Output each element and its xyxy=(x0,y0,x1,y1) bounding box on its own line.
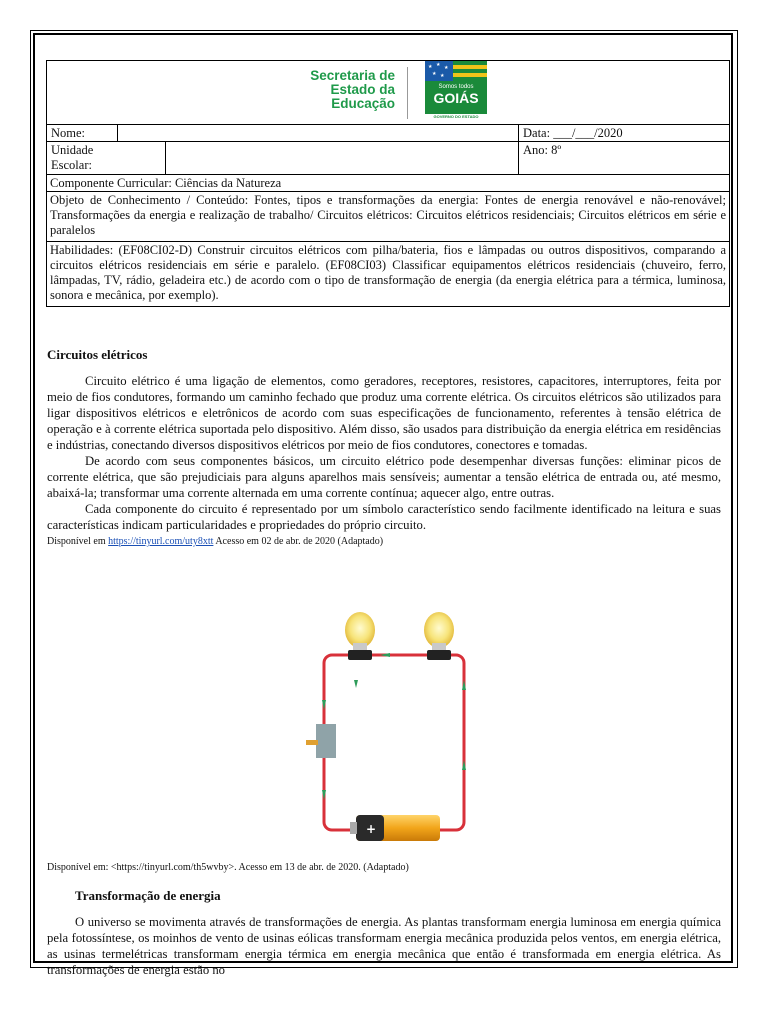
source-line xyxy=(47,536,721,548)
svg-text:★: ★ xyxy=(444,65,449,71)
figure-caption: Disponível em: <https://tinyurl.com/th5wvby>. Acesso em 13 de abr. de 2020. (Adaptado) xyxy=(47,862,409,873)
svg-text:★: ★ xyxy=(428,64,433,70)
goias-big-text: GOIÁS xyxy=(433,90,479,106)
section-transformacao xyxy=(47,888,721,978)
switch-icon xyxy=(306,724,336,758)
circuit-illustration xyxy=(296,610,466,850)
section-title: Transformação de energia xyxy=(75,888,221,903)
goias-tiny-text: GOVERNO DO ESTADO xyxy=(433,114,479,119)
svg-text:★: ★ xyxy=(440,73,445,79)
paragraph: Cada componente do circuito é representado por um símbolo característico sendo facilmente identificado na leitura e suas características indicam particularidades e propriedades do próprio circuito. xyxy=(47,502,721,532)
section-title: Circuitos elétricos xyxy=(47,347,148,362)
logo-separator xyxy=(407,67,408,119)
paragraph: O universo se movimenta através de transformações de energia. As plantas transformam energia luminosa em energia química pela fotossíntese, os moinhos de vento de usinas eólicas transformam energia mecânica produzida pelos ventos, em energia elétrica, as usinas termelétricas transformam energia térmica em energia mecânica que então é transformada em energia elétrica. As transformações de energia estão no xyxy=(47,915,721,977)
source-suffix: Acesso em 02 de abr. de 2020 (Adaptado) xyxy=(213,536,384,547)
goias-small-text: Somos todos xyxy=(438,84,474,90)
unidade-label-line: Unidade xyxy=(51,143,94,157)
objeto-row: Objeto de Conhecimento / Conteúdo: Fontes, tipos e transformações da energia: Fontes de energia renovável e não-renovável; Transformações da energia e realização de trabalho/ Circuitos elétricos: Circuitos elétricos residenciais; Circuitos elétricos em série e paralelos xyxy=(47,192,729,242)
flag-stripes xyxy=(453,61,487,81)
paragraph: Circuito elétrico é uma ligação de elementos, como geradores, receptores, resistores, capacitores, interruptores, feita por meio de fios condutores, formando um caminho fechado que produz uma corrente elétrica. Os circuitos elétricos são utilizados para ligar dispositivos elétricos e eletrônicos de acordo com suas especificações de funcionamento, referentes à tensão elétrica de operação e à corrente elétrica suportada pelo dispositivo. Além disso, são usados para distribuição da energia elétrica em residências e indústrias, conectando diversos dispositivos elétricos por meio de fios condutores, conectores e tomadas. xyxy=(47,374,721,452)
nome-label: Nome: xyxy=(51,126,86,140)
bulb-right-icon xyxy=(424,612,454,660)
data-field[interactable]: Data: ___/___/2020 xyxy=(523,126,623,140)
bulb-left-icon xyxy=(345,612,375,660)
section-circuitos xyxy=(47,347,721,548)
unidade-field[interactable] xyxy=(166,142,518,174)
secretaria-logo xyxy=(295,69,395,111)
header-table xyxy=(46,60,730,307)
componente-row: Componente Curricular: Ciências da Natureza xyxy=(47,175,729,192)
circuit-wire xyxy=(324,655,464,830)
logo-line: Secretaria de xyxy=(310,68,395,83)
logo-line: Educação xyxy=(331,96,395,111)
source-link[interactable]: https://tinyurl.com/uty8xtt xyxy=(108,536,214,547)
unidade-label-line: Escolar: xyxy=(51,158,92,172)
goias-logo xyxy=(421,61,491,119)
battery-icon xyxy=(350,815,440,841)
logo-line: Estado da xyxy=(330,82,395,97)
logo-row xyxy=(47,61,729,125)
nome-row xyxy=(47,125,729,142)
nome-field[interactable] xyxy=(118,125,518,141)
current-arrows xyxy=(322,653,466,800)
goias-band xyxy=(425,81,487,114)
flag-stars-icon xyxy=(425,61,453,81)
paragraph: De acordo com seus componentes básicos, um circuito elétrico pode desempenhar diversas funções: eliminar picos de corrente elétrica, que são prejudiciais para alguns aparelhos mais sensíveis; aumentar a tensão elétrica de entrada ou, até mesmo, abaixá-la; transformar uma corrente alternada em uma corrente contínua; aquecer algo, entre outras. xyxy=(47,454,721,500)
svg-text:★: ★ xyxy=(432,71,437,77)
source-prefix: Disponível em xyxy=(47,536,109,547)
unidade-row xyxy=(47,142,729,175)
svg-text:★: ★ xyxy=(436,62,441,68)
ano-field: Ano: 8º xyxy=(523,143,562,157)
unidade-label xyxy=(47,142,165,174)
battery-sign: + xyxy=(366,822,377,836)
habilidades-row: Habilidades: (EF08CI02-D) Construir circuitos elétricos com pilha/bateria, fios e lâmpadas ou outros dispositivos, comparando a circuitos elétricos residenciais em série e paralelo. (EF08CI03) Classificar equipamentos elétricos residenciais (chuveiro, ferro, lâmpadas, TV, rádio, geladeira etc.) de acordo com o tipo de transformação de energia (da energia elétrica para a térmica, luminosa, sonora e mecânica, por exemplo). xyxy=(50,243,726,302)
